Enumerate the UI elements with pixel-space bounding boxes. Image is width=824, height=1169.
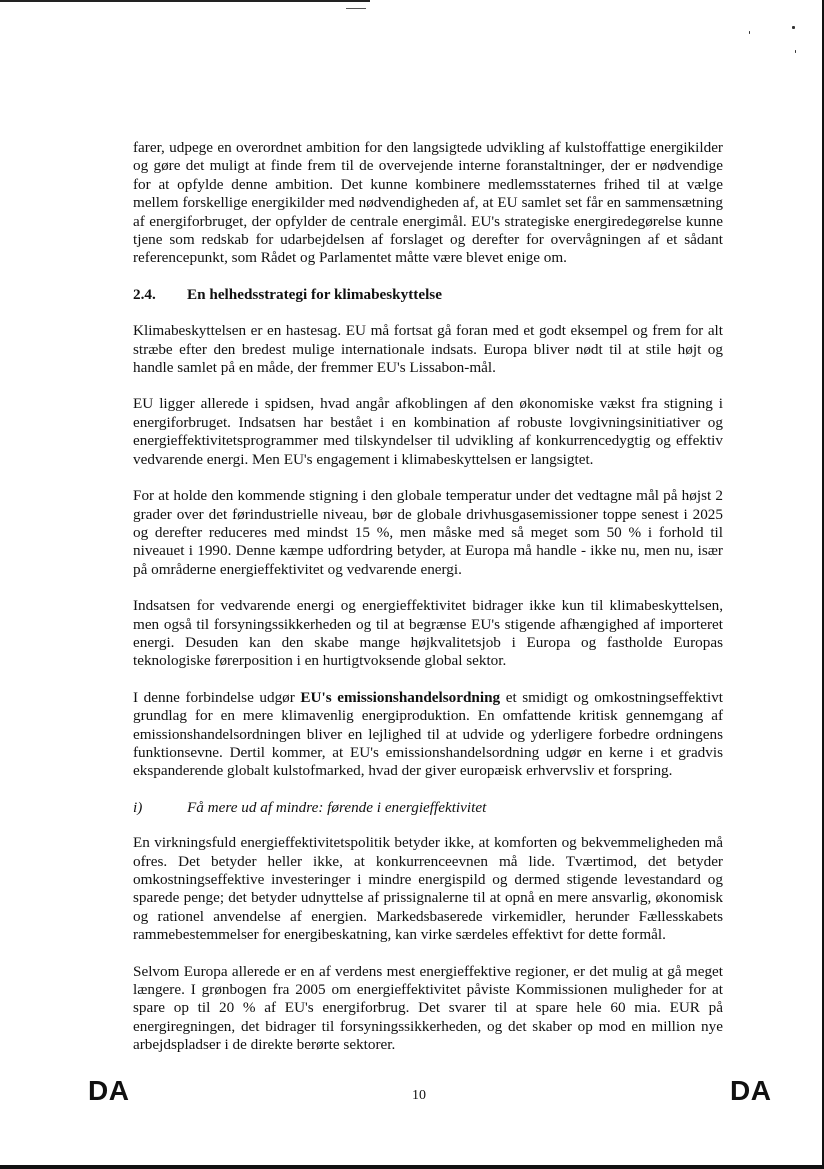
scan-speck: [792, 26, 795, 29]
subsection-number: i): [133, 798, 143, 816]
section-number: 2.4.: [133, 285, 156, 303]
subsection-heading: [133, 799, 723, 817]
page-number: 10: [412, 1088, 426, 1103]
paragraph: [133, 689, 723, 781]
scan-mark: [346, 8, 366, 9]
paragraph: Selvom Europa allerede er en af verdens mest energieffektive regioner, er det mulig at gå meget længere. I grønbogen fra 2005 om energieffektivitet påviste Kommissionen muligheder for at spare op til 20 % af EU's energiforbrug. Det svarer til at spare hele 60 mia. EUR på energiregningen, det bidrager til forsyningssikkerheden, og det skaber op mod en million nye arbejdspladser i de direkte berørte sektorer.: [133, 962, 723, 1054]
subsection-title: Få mere ud af mindre: førende i energieffektivitet: [187, 798, 487, 816]
paragraph: EU ligger allerede i spidsen, hvad angår afkoblingen af den økonomiske vækst fra stigning i energiforbruget. Indsatsen har bestået i en kombination af robuste lovgivningsinitiativer og energieffektivitetsprogrammer med tilskyndelser til udvikling af konkurrencedygtig og effektiv vedvarende energi. Men EU's engagement i klimabeskyttelsen er langsigtet.: [133, 395, 723, 468]
paragraph: Klimabeskyttelsen er en hastesag. EU må fortsat gå foran med et godt eksempel og frem for alt stræbe efter den bredest mulige internationale indsats. Europa bliver nødt til at stile højt og handle samlet på en måde, der fremmer EU's Lissabon-mål.: [133, 322, 723, 377]
paragraph: For at holde den kommende stigning i den globale temperatur under det vedtagne mål på højst 2 grader over det førindustrielle niveau, bør de globale drivhusgasemissioner toppe senest i 2025 og derefter reduceres med mindst 15 %, men måske med så meget som 50 % i forhold til niveauet i 1990. Denne kæmpe udfordring betyder, at Europa må handle - ikke nu, men nu, især på områderne energieffektivitet og vedvarende energi.: [133, 487, 723, 578]
scan-speck: [749, 31, 750, 34]
emphasis-text: EU's emissionshandelsordning: [300, 688, 501, 706]
document-body: [133, 139, 723, 1073]
section-heading: [133, 286, 723, 304]
paragraph-text: et smidigt og omkostningseffektivt grundlag for en mere klimavenlig energiproduktion. En omfattende kritisk gennemgang af emissionshandelsordningen bliver en lejlighed til at udvide og yderligere forbedre ordningens funktionsevne. Dertil kommer, at EU's emissionshandelsordning udgør en kerne i et gradvis ekspanderende globalt kulstofmarked, hvad der giver europæisk erhvervsliv et forspring.: [133, 688, 724, 780]
paragraph-text: I denne forbindelse udgør: [133, 688, 301, 706]
scan-speck: [795, 50, 796, 53]
paragraph: En virkningsfuld energieffektivitetspolitik betyder ikke, at komforten og bekvemmeligheden må ofres. Det betyder heller ikke, at konkurrenceevnen må lide. Tværtimod, det betyder omkostningseffektive investeringer i mindre energispild og dermed stigende levestandard og sparede penge; det betyder udnyttelse af prissignalerne til at opnå en mere ansvarlig, økonomisk og rationel anvendelse af energien. Markedsbaserede virkemidler, herunder Fællesskabets rammebestemmelser for energibeskatning, kan virke særdeles effektivt for dette formål.: [133, 834, 723, 944]
paragraph: farer, udpege en overordnet ambition for den langsigtede udvikling af kulstoffattige energikilder og gøre det muligt at finde frem til de overvejende interne foranstaltninger, der er nødvendige for at opfylde denne ambition. Det kunne kombinere medlemsstaternes frihed til at vælge mellem forskellige energikilder med nødvendigheden af, at EU samlet set får en sammensætning af energiforbruget, der opfylder de centrale energimål. EU's strategiske energiredegørelse kunne tjene som redskab for udarbejdelsen af forslaget og derefter for overvågningen af et sådant referencepunkt, som Rådet og Parlamentet måtte være blevet enige om.: [133, 139, 723, 267]
language-code-left: DA: [88, 1075, 130, 1106]
paragraph: Indsatsen for vedvarende energi og energieffektivitet bidrager ikke kun til klimabeskyttelsen, men også til forsyningssikkerheden og til at begrænse EU's stigende afhængighed af importeret energi. Desuden kan den skabe mange højkvalitetsjob i Europa og fastholde Europas teknologiske førerposition i en hurtigtvoksende global sektor.: [133, 597, 723, 670]
scan-bottom-edge: [0, 1165, 824, 1169]
section-title: En helhedsstrategi for klimabeskyttelse: [187, 285, 442, 303]
scan-top-edge: [0, 0, 370, 2]
language-code-right: DA: [730, 1075, 772, 1106]
